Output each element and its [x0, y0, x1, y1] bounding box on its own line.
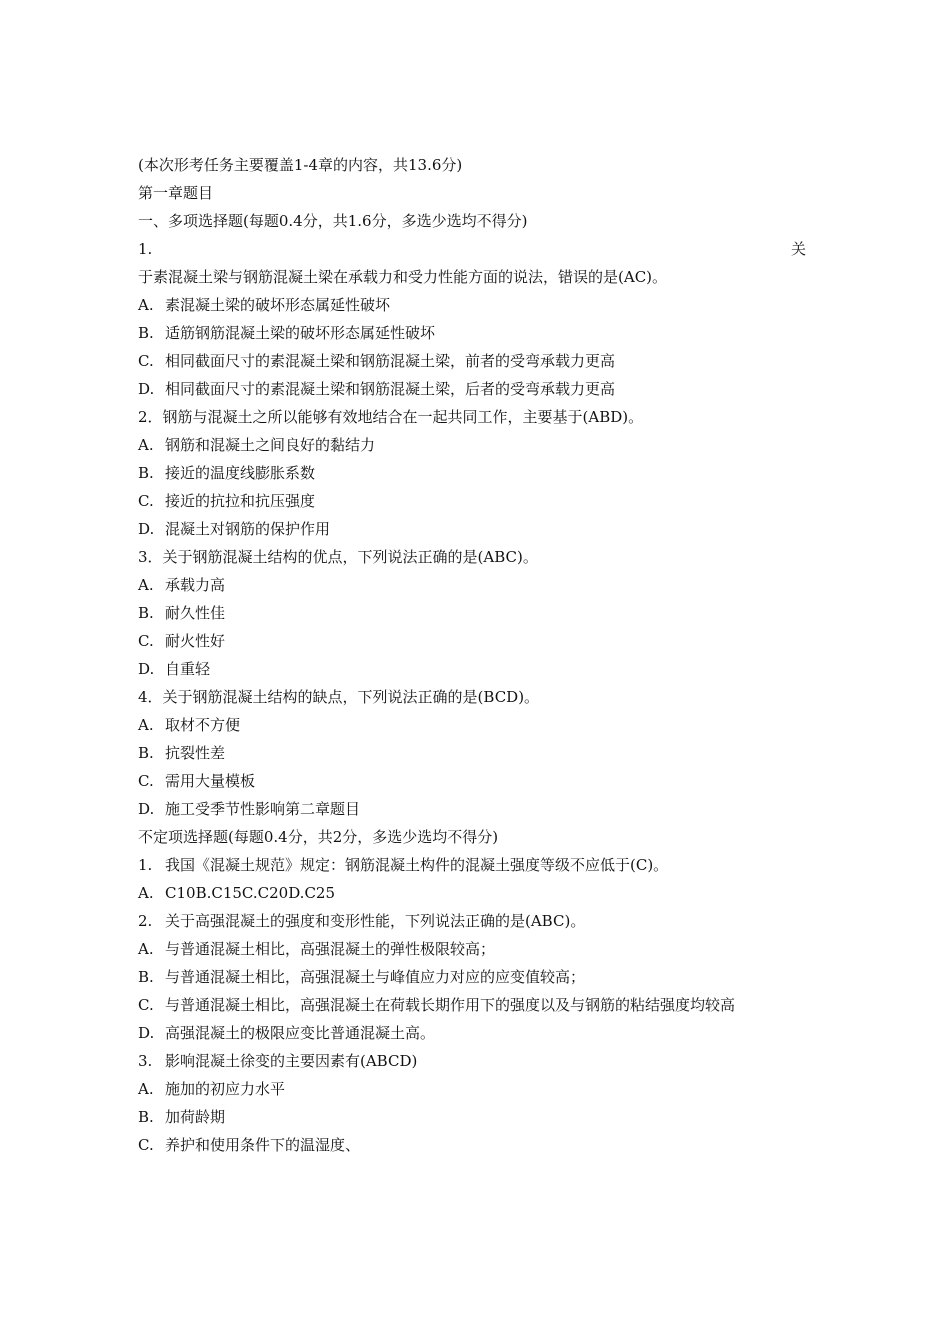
option-key: B. [138, 324, 154, 342]
ch1-q1-wrap-head: 关 [790, 240, 806, 258]
ch1-q1-text: 于素混凝土梁与钢筋混凝土梁在承载力和受力性能方面的说法，错误的是(AC)。 [138, 268, 668, 286]
ch1-q1-option-c [138, 347, 812, 375]
ch1-q4-option-d [138, 795, 812, 823]
option-key: C. [138, 996, 154, 1014]
option-key: B. [138, 464, 154, 482]
ch1-q4-option-b [138, 739, 812, 767]
ch2-q1-option-a [138, 879, 812, 907]
ch1-q3-option-c [138, 627, 812, 655]
option-key: D. [138, 660, 155, 678]
ch1-q4-option-c [138, 767, 812, 795]
ch2-q3-option-a [138, 1075, 812, 1103]
option-text: 混凝土对钢筋的保护作用 [165, 520, 331, 538]
ch1-q3-option-b [138, 599, 812, 627]
option-key: B. [138, 968, 154, 986]
option-text: 施加的初应力水平 [165, 1080, 286, 1098]
ch1-q1-number: 1. [138, 240, 153, 258]
ch2-q3-option-c [138, 1131, 812, 1159]
option-text: 养护和使用条件下的温湿度、 [165, 1136, 361, 1154]
ch1-q2-option-b [138, 459, 812, 487]
option-key: C. [138, 492, 154, 510]
option-text: 钢筋和混凝土之间良好的黏结力 [165, 436, 376, 454]
option-text: 相同截面尺寸的素混凝土梁和钢筋混凝土梁，前者的受弯承载力更高 [165, 352, 616, 370]
option-text: 高强混凝土的极限应变比普通混凝土高。 [165, 1024, 436, 1042]
option-key: A. [138, 576, 154, 594]
option-text: 与普通混凝土相比，高强混凝土与峰值应力对应的应变值较高； [165, 968, 586, 986]
option-key: A. [138, 716, 154, 734]
question-number: 1. [138, 856, 153, 874]
option-text: 耐久性佳 [165, 604, 226, 622]
option-key: A. [138, 1080, 154, 1098]
chapter1-title: 第一章题目 [138, 184, 214, 202]
option-key: A. [138, 884, 154, 902]
ch1-q3-text: 3．关于钢筋混凝土结构的优点，下列说法正确的是(ABC)。 [138, 548, 538, 566]
ch1-q3-option-d [138, 655, 812, 683]
option-key: A. [138, 296, 154, 314]
option-key: C. [138, 352, 154, 370]
option-text: 相同截面尺寸的素混凝土梁和钢筋混凝土梁，后者的受弯承载力更高 [165, 380, 616, 398]
ch2-q2-option-c [138, 991, 812, 1019]
option-text: 素混凝土梁的破坏形态属延性破坏 [165, 296, 391, 314]
ch1-q1-option-d [138, 375, 812, 403]
chapter2-section-heading: 不定项选择题(每题0.4分，共2分，多选少选均不得分) [138, 828, 499, 846]
ch2-q2-text [138, 907, 812, 935]
option-key: C. [138, 632, 154, 650]
option-text: 加荷龄期 [165, 1108, 226, 1126]
ch2-q3-option-b [138, 1103, 812, 1131]
option-text: 施工受季节性影响第二章题目 [165, 800, 361, 818]
question-text: 我国《混凝土规范》规定：钢筋混凝土构件的混凝土强度等级不应低于(C)。 [165, 856, 669, 874]
ch2-q1-text [138, 851, 812, 879]
question-number: 2. [138, 912, 153, 930]
option-text: 耐火性好 [165, 632, 226, 650]
ch1-q4-text: 4．关于钢筋混凝土结构的缺点，下列说法正确的是(BCD)。 [138, 688, 540, 706]
option-text: 与普通混凝土相比，高强混凝土在荷载长期作用下的强度以及与钢筋的粘结强度均较高 [165, 996, 736, 1014]
ch1-q2-option-d [138, 515, 812, 543]
chapter1-section-heading: 一、多项选择题(每题0.4分，共1.6分，多选少选均不得分) [138, 212, 528, 230]
ch1-q4-option-a [138, 711, 812, 739]
ch2-q2-option-b [138, 963, 812, 991]
ch1-q1-number-line [138, 235, 806, 263]
intro-text: (本次形考任务主要覆盖1-4章的内容，共13.6分) [138, 156, 463, 174]
option-key: D. [138, 800, 155, 818]
option-key: A. [138, 940, 154, 958]
ch1-q3-option-a [138, 571, 812, 599]
question-text: 关于高强混凝土的强度和变形性能，下列说法正确的是(ABC)。 [165, 912, 586, 930]
document-page [138, 151, 812, 1159]
option-text: 承载力高 [165, 576, 226, 594]
option-text: 抗裂性差 [165, 744, 226, 762]
question-number: 3. [138, 1052, 153, 1070]
option-text: 接近的抗拉和抗压强度 [165, 492, 316, 510]
option-key: D. [138, 520, 155, 538]
ch1-q1-option-b [138, 319, 812, 347]
ch1-q2-option-c [138, 487, 812, 515]
option-key: D. [138, 380, 155, 398]
option-text: 接近的温度线膨胀系数 [165, 464, 316, 482]
ch1-q2-text: 2．钢筋与混凝土之所以能够有效地结合在一起共同工作，主要基于(ABD)。 [138, 408, 644, 426]
ch1-q1-option-a [138, 291, 812, 319]
ch1-q2-option-a [138, 431, 812, 459]
option-key: B. [138, 1108, 154, 1126]
ch2-q3-text [138, 1047, 812, 1075]
ch2-q2-option-a [138, 935, 812, 963]
option-key: B. [138, 604, 154, 622]
ch2-q2-option-d [138, 1019, 812, 1047]
option-text: 取材不方便 [165, 716, 241, 734]
option-text: C10B.C15C.C20D.C25 [165, 884, 336, 902]
option-key: C. [138, 1136, 154, 1154]
option-key: C. [138, 772, 154, 790]
option-key: B. [138, 744, 154, 762]
option-key: A. [138, 436, 154, 454]
option-text: 适筋钢筋混凝土梁的破坏形态属延性破坏 [165, 324, 436, 342]
option-text: 与普通混凝土相比，高强混凝土的弹性极限较高； [165, 940, 496, 958]
option-text: 需用大量模板 [165, 772, 256, 790]
option-key: D. [138, 1024, 155, 1042]
option-text: 自重轻 [165, 660, 211, 678]
question-text: 影响混凝土徐变的主要因素有(ABCD) [165, 1052, 418, 1070]
